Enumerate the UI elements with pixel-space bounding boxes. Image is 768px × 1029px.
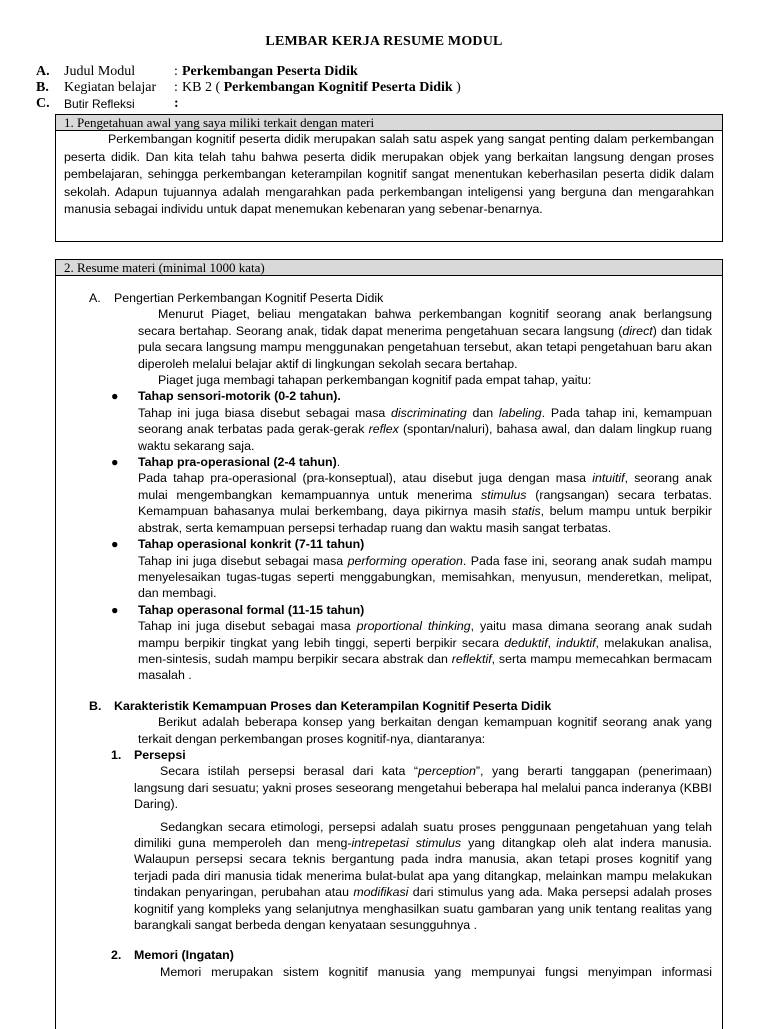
text-italic: modifikasi bbox=[353, 885, 409, 900]
bullet-icon: ● bbox=[111, 389, 119, 404]
text-italic: induktif bbox=[556, 635, 596, 650]
part-title: Pengertian Perkembangan Kognitif Peserta Didik bbox=[114, 291, 384, 305]
document-title: LEMBAR KERJA RESUME MODUL bbox=[265, 34, 503, 49]
text-italic: direct bbox=[622, 323, 653, 338]
text: ) dan tidak pula secara langsung mampu menggunakan pengetahuan tersebut, akan tetapi pengetahuan baru akan diperoleh melalui belajar aktif di lingkungan sekolah secara bertahap. bbox=[138, 323, 712, 371]
part-title: Karakteristik Kemampuan Proses dan Keterampilan Kognitif Peserta Didik bbox=[114, 698, 552, 713]
meta-value bbox=[182, 80, 461, 96]
text: Pada tahap pra-operasional (pra-konseptual), atau disebut juga dengan masa bbox=[138, 471, 593, 486]
text: ”, yang berarti tanggapan (penerimaan) langsung dari sesuatu; yakni proses seseorang mengetahui beberapa hal melalui panca inderanya (KBBI Daring). bbox=[134, 764, 712, 812]
text: Sedangkan secara etimologi, persepsi adalah suatu proses penggunaan pengetahuan yang telah dimiliki guna memperoleh dan meng- bbox=[134, 819, 712, 850]
section-header: 1. Pengetahuan awal yang saya miliki terkait dengan materi bbox=[56, 115, 722, 131]
text: Memori (Ingatan) bbox=[134, 948, 234, 963]
text-italic: labeling bbox=[498, 405, 542, 420]
bullet-icon: ● bbox=[111, 537, 119, 552]
meta-label: Judul Modul bbox=[64, 64, 136, 79]
meta-label: Kegiatan belajar bbox=[64, 80, 157, 95]
text: (rangsangan) secara terbatas. Kemampuan bahasanya mulai berkembang, daya pikirnya masih bbox=[138, 487, 712, 519]
stage-title bbox=[56, 602, 722, 618]
stage-description bbox=[56, 553, 722, 602]
bullet-icon: ● bbox=[111, 602, 119, 617]
stage-description bbox=[56, 470, 722, 536]
memori-paragraph: Memori merupakan sistem kognitif manusia yang mempunyai fungsi menyimpan informasi bbox=[160, 964, 712, 979]
text: . bbox=[336, 455, 341, 470]
text-italic: intuitif bbox=[592, 471, 625, 486]
text: Menurut Piaget, beliau mengatakan bahwa perkembangan kognitif seorang anak berlangsung secara bertahap. Seorang anak, tidak dapat menerima pengetahuan secara langsung ( bbox=[138, 307, 712, 338]
persepsi-paragraph bbox=[56, 763, 722, 812]
text-italic: reflektif bbox=[451, 651, 492, 666]
meta-letter: A. bbox=[36, 64, 50, 79]
text: . Pada tahap ini, kemampuan seorang anak terbatas pada gerak-gerak bbox=[138, 405, 712, 437]
text-italic: statis bbox=[511, 504, 541, 519]
text-italic: reflex bbox=[368, 422, 399, 437]
text: Tahap ini juga disebut sebagai masa bbox=[138, 619, 357, 634]
meta-letter: C. bbox=[36, 96, 50, 111]
text: , serta mampu memecahkan bermacam masalah . bbox=[138, 651, 712, 683]
text: yang ditangkap oleh alat indera manusia. Walaupun persepsi secara teknis bergantung pada indra manusia, akan tetapi proses kognitif yang terjadi pada diri manusia tidak menerima bulat-bulat apa yang ditangkap, melainkan mampu melakukan tindakan penyaringan, perubahan atau bbox=[134, 836, 713, 900]
text-italic: stimulus bbox=[481, 487, 527, 502]
text: , seorang anak mulai mengembangkan kemampuannya untuk menerima bbox=[138, 471, 712, 502]
text: Persepsi bbox=[134, 747, 186, 762]
section-header: 2. Resume materi (minimal 1000 kata) bbox=[56, 260, 722, 276]
text: Tahap ini juga biasa disebut sebagai masa bbox=[138, 405, 392, 420]
text: dari stimulus yang ada. Maka persepsi adalah proses kognitif yang kompleks yang selanjutnya menghasilkan suatu gambaran yang unik tentang realitas yang barangkali sangat berbeda dengan kenyataan sesungguhnya . bbox=[134, 885, 712, 933]
text: Tahap operasonal formal (11-15 tahun) bbox=[138, 602, 365, 617]
meta-value-suffix: ) bbox=[452, 80, 461, 95]
text: Secara istilah persepsi berasal dari kata “ bbox=[160, 764, 419, 779]
section-resume bbox=[55, 259, 723, 1029]
section-content bbox=[56, 131, 722, 219]
resume-content bbox=[56, 276, 722, 980]
stage-description bbox=[56, 405, 722, 454]
item-number: 2. bbox=[111, 948, 122, 963]
meta-value-text: Perkembangan Kognitif Peserta Didik bbox=[223, 80, 453, 95]
bullet-icon: ● bbox=[111, 455, 119, 470]
text: . Pada fase ini, seorang anak sudah mampu menyelesaikan tugas-tugas seperti menggabungkan, memisahkan, menyusun, menderetkan, melipat, dan membagi. bbox=[138, 553, 712, 601]
stage-title bbox=[56, 536, 722, 552]
text-italic: proportional thinking bbox=[356, 619, 471, 634]
persepsi-paragraph bbox=[56, 819, 722, 934]
text: , belum mampu untuk berpikir abstrak, serta kemampuan persepsi terhadap ruang dan waktu masih sangat terbatas. bbox=[138, 504, 713, 535]
text: dan bbox=[466, 405, 499, 420]
meta-separator: : bbox=[174, 80, 178, 95]
text: Tahap ini juga disebut sebagai masa bbox=[138, 553, 348, 568]
section-prior-knowledge bbox=[55, 114, 723, 242]
text: , melakukan analisa, men-sintesis, sudah mampu berpikir secara abstrak dan bbox=[138, 635, 712, 666]
item-number: 1. bbox=[111, 747, 122, 762]
text: (spontan/naluri), bahasa awal, dan dalam lingkup ruang waktu sekarang saja. bbox=[138, 422, 713, 453]
text: Tahap pra-operasional (2-4 tahun) bbox=[138, 455, 337, 470]
stage-title bbox=[56, 454, 722, 470]
part-mark: B. bbox=[89, 698, 102, 713]
piaget-paragraph bbox=[56, 306, 722, 372]
stage-description bbox=[56, 618, 722, 684]
text-italic: perception bbox=[418, 764, 476, 779]
stages-intro: Piaget juga membagi tahapan perkembangan kognitif pada empat tahap, yaitu: bbox=[158, 373, 592, 388]
meta-label: Butir Refleksi bbox=[64, 97, 135, 111]
text: , bbox=[547, 635, 557, 650]
text: , yaitu masa dimana seorang anak sudah mampu berpikir tingkat yang lebih tinggi, seperti berpikir secara bbox=[138, 619, 712, 650]
text: Tahap operasional konkrit (7-11 tahun) bbox=[138, 537, 365, 552]
meta-separator: : bbox=[174, 96, 179, 111]
item-title bbox=[56, 947, 722, 963]
part-b-heading bbox=[56, 698, 722, 714]
meta-letter: B. bbox=[36, 80, 49, 95]
prior-knowledge-paragraph: Perkembangan kognitif peserta didik merupakan salah satu aspek yang sangat penting dalam perkembangan peserta didik. Dan kita telah tahu bahwa peserta didik merupakan objek yang berkaitan langsung dengan proses pembelajaran, sehingga perkembangan keterampilan kognitif sangat menentukan keberhasilan peserta didik dalam sekolah. Adapun tujuannya adalah mengarahkan pada perkembangan inteligensi yang berguna dan mengarahkan manusia sebagai individu untuk dapat menemukan kebenaran yang sebenar-benarnya. bbox=[64, 132, 714, 216]
text-italic: deduktif bbox=[504, 635, 548, 650]
meta-separator: : bbox=[174, 64, 178, 79]
stage-title bbox=[56, 388, 722, 404]
item-title bbox=[56, 747, 722, 763]
meta-value-prefix: KB 2 ( bbox=[182, 80, 224, 95]
part-a-heading bbox=[56, 290, 722, 306]
text: Tahap sensori-motorik (0-2 tahun). bbox=[138, 389, 341, 404]
meta-value bbox=[182, 64, 358, 80]
part-mark: A. bbox=[89, 291, 101, 305]
part-b-intro: Berikut adalah beberapa konsep yang berkaitan dengan kemampuan kognitif seorang anak yang terkait dengan perkembangan proses kognitif-nya, diantaranya: bbox=[138, 715, 712, 746]
text-italic: discriminating bbox=[391, 405, 467, 420]
meta-value-text: Perkembangan Peserta Didik bbox=[182, 64, 358, 79]
text-italic: intrepetasi stimulus bbox=[351, 836, 462, 850]
text-italic: performing operation bbox=[347, 553, 463, 568]
